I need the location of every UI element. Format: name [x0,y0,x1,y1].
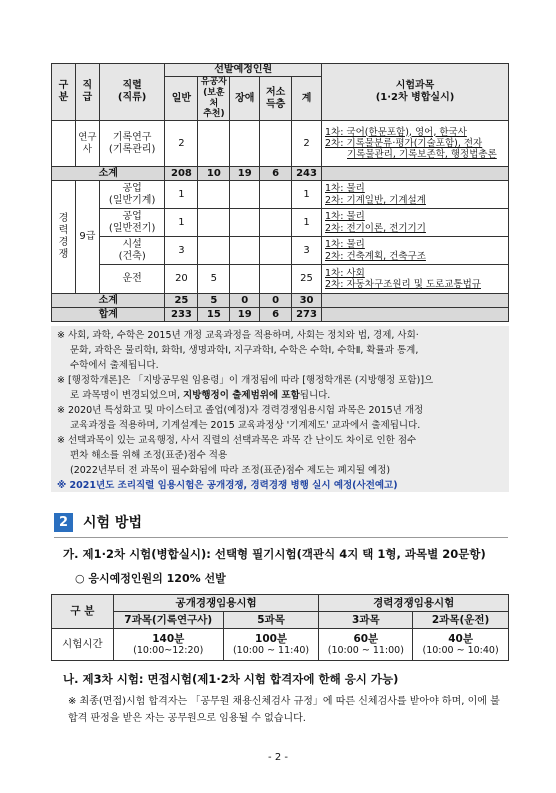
table-row: 경력 경쟁 9급 공업 (일반기계) 1 1 1차: 물리 2차: 기계일반, 기계설계 [52,181,509,209]
header-disability: 장애 [230,77,260,121]
header-total: 계 [292,77,322,121]
header-lowincome: 저소 득층 [260,77,292,121]
total-cell: 2 [292,121,322,167]
grand-total-row: 합계 233 15 19 6 273 [52,308,509,322]
header-rank: 직급 [75,64,99,121]
table-row: 시설 (건축) 3 3 1차: 물리 2차: 건축계획, 건축구조 [52,237,509,265]
table-row: 운전 20 5 25 1차: 사회 2차: 자동차구조원리 및 도로교통법규 [52,265,509,294]
notes-box: ※ 사회, 과학, 수학은 2015년 개정 교육과정을 적용하며, 사회는 정치와 법, 경제, 사회· 문화, 과학은 물리학Ⅰ, 화학Ⅰ, 생명과학Ⅰ, 지구과학Ⅰ, 수학은 수학Ⅰ, 수학Ⅱ, 확률과 통계, 수학에서 출제됩니다. ※ [행정학개론]은 「지방공무원 임용령」이 개정됨에 따라 [행정학개론 (지방행정 포함)]으 로 과목명이 변경되었으며, 지방행정이 출제범위에 포함됩니다. ※ 2020년 특성화고 및 마이스터고 졸업(예정)자 경력경쟁임용시험 과목은 2015년 개정 교육과정을 적용하며, 기계설계는 2015 교육과정상 '기계제도' 교과에서 출제됩니다. ※ 선택과목이 있는 교육행정, 사서 직렬의 선택과목은 과목 간 난이도 차이로 인한 점수 편차 해소를 위해 조정(표준)점수 적용 (2022년부터 전 과목이 필수화됨에 따라 조정(표준)점수 제도는 폐지될 예정) ※ 2021년도 조리직렬 임용시험은 공개경쟁, 경력경쟁 병행 실시 예정(사전예고) [51,326,509,492]
section-title: 시험 방법 [83,515,142,531]
category-cell: 경력 경쟁 [52,181,76,294]
table-row: 시험시간 140분 (10:00~12:20) 100분 (10:00 ~ 11:40) 60분 (10:00 ~ 11:00) 40분 (10:00 ~ 10:40) [52,629,509,661]
positions-table [51,63,509,322]
method-b: 나. 제3차 시험: 면접시험(제1·2차 시험 합격자에 한해 응시 가능) [63,672,399,686]
method-a-sub: ○ 응시예정인원의 120% 선발 [75,572,226,585]
header-subjects: 시험과목 (1·2차 병합실시) [322,64,509,121]
header-general: 일반 [165,77,198,121]
header-job: 직렬 (직류) [99,64,165,121]
notice-preannouncement: ※ 2021년도 조리직렬 임용시험은 공개경쟁, 경력경쟁 병행 실시 예정(사전예고) [57,480,398,491]
method-a: 가. 제1·2차 시험(병합실시): 선택형 필기시험(객관식 4지 택 1형, 과목별 20문항) [63,547,486,561]
section-divider [54,537,508,538]
section-heading [54,512,142,532]
table-row: 공업 (일반전기) 1 1 1차: 물리 2차: 전기이론, 전기기기 [52,209,509,237]
method-b-note: ※ 최종(면접)시험 합격자는 「공무원 채용신체검사 규정」에 따른 신체검사를 받아야 하며, 이에 불합격 판정을 받은 자는 공무원으로 임용될 수 없습니다. [68,696,500,724]
table-row [52,121,509,167]
header-merit: 유공자 (보훈처 추천) [198,77,230,121]
rank-cell: 연구사 [75,121,99,167]
job-cell: 기록연구 (기록관리) [99,121,165,167]
section-number: 2 [54,513,73,532]
exam-time-table: 구 분 공개경쟁임용시험 경력경쟁임용시험 7과목(기록연구사) 5과목 3과목 2과목(운전) 시험시간 140분 (10:00~12:20) 100분 (10:00 ~ 11:40) 60분 (10:00 ~ 11:00) 40분 (10:00 ~ 10:40) [51,594,509,661]
header-planned: 선발예정인원 [165,64,322,77]
subtotal-row: 소계 208 10 19 6 243 [52,167,509,181]
subjects-cell: 1차: 국어(한문포함), 영어, 한국사 2차: 기록물분류·평가(기술포함), 전자 기록물관리, 기록보존학, 행정법총론 [322,121,509,167]
subtotal-row: 소계 25 5 0 0 30 [52,294,509,308]
rank-cell: 9급 [75,181,99,294]
page-number: - 2 - [268,752,288,763]
header-category: 구분 [52,64,76,121]
general-cell: 2 [165,121,198,167]
